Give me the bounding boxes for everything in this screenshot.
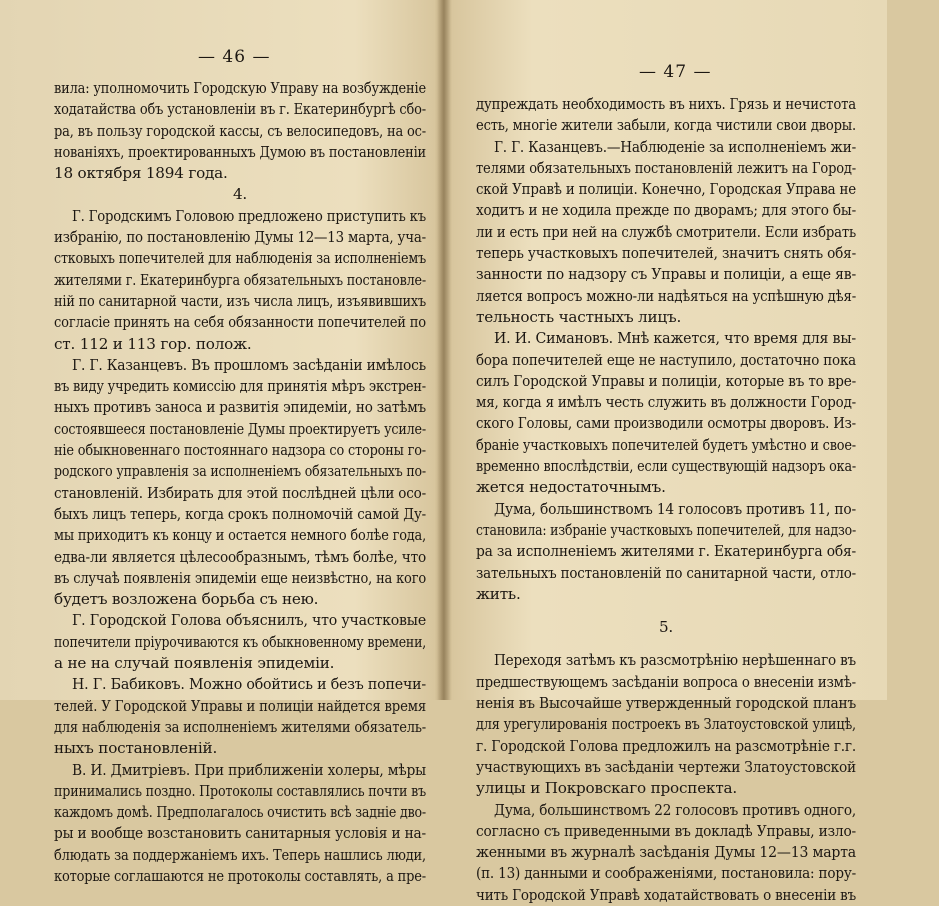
text-line: для наблюденія за исполненіемъ жителями обязатель-	[54, 717, 426, 736]
text-line: участвующихъ въ засѣданіи чертежи Златоустовской	[476, 757, 856, 776]
text-line: Г. Г. Казанцевъ. Въ прошломъ засѣданіи имѣлось	[72, 355, 426, 374]
text-line: ныхъ постановленій.	[54, 739, 218, 758]
text-line: В. И. Дмитріевъ. При приближеніи холеры, мѣры	[72, 760, 426, 779]
section-gap	[476, 605, 856, 617]
text-line: стковыхъ попечителей для наблюденія за исполненіемъ	[54, 249, 426, 268]
text-line: ненія въ Высочайше утвержденный городской планъ	[476, 694, 856, 713]
text-line: ры и вообще возстановить санитарныя условія и на-	[54, 824, 426, 843]
text-line: родского управленія за исполненіемъ обязательныхъ по-	[54, 462, 426, 481]
text-line: ст. 112 и 113 гор. полож.	[54, 334, 252, 353]
text-line: едва-ли является цѣлесообразнымъ, тѣмъ болѣе, что	[54, 547, 426, 566]
text-line: ніе обыкновеннаго постояннаго надзора со стороны го-	[54, 441, 426, 460]
text-line: теперь участковыхъ попечителей, значитъ снять обя-	[476, 244, 856, 263]
text-line: бора попечителей еще не наступило, достаточно пока	[476, 350, 856, 369]
text-line: Г. Городской Голова объяснилъ, что участковые	[72, 611, 426, 630]
text-line: чить Городской Управѣ ходатайствовать о внесеніи въ	[476, 885, 856, 904]
right-page	[444, 0, 887, 904]
text-line: ныхъ противъ заноса и развитія эпидеміи, но затѣмъ	[54, 398, 426, 417]
text-line: блюдать за поддержаніемъ ихъ. Теперь нашлись люди,	[54, 845, 426, 864]
text-line: ского Головы, сами производили осмотры дворовъ. Из-	[476, 414, 856, 433]
text-line: становленій. Избирать для этой послѣдней цѣли осо-	[54, 483, 426, 502]
text-line: временно впослѣдствіи, если существующій надзоръ ока-	[476, 457, 856, 476]
text-line: женными въ журналѣ засѣданія Думы 12—13 марта	[476, 843, 856, 862]
text-line: предшествующемъ засѣданіи вопроса о внесеніи измѣ-	[476, 672, 856, 691]
text-line: дупреждать необходимость въ нихъ. Грязь и нечистота	[476, 95, 856, 113]
text-line: ній по санитарной части, изъ числа лицъ, изъявившихъ	[54, 291, 426, 310]
text-line: тельность частныхъ лицъ.	[476, 307, 682, 326]
text-line: г. Городской Голова предложилъ на разсмотрѣніе г.г.	[476, 736, 856, 755]
text-line: избранію, по постановленію Думы 12—13 марта, уча-	[54, 228, 426, 247]
text-line: браніе участковыхъ попечителей будетъ умѣстно и свое-	[476, 435, 856, 454]
text-line: мя, когда я имѣлъ честь служить въ должности Город-	[476, 393, 856, 412]
text-line: Г. Г. Казанцевъ.—Наблюденіе за исполненіемъ жи-	[494, 137, 856, 156]
section-gap	[476, 638, 856, 650]
section-number: 5.	[658, 618, 674, 637]
text-line: быхъ лицъ теперь, когда срокъ полномочій самой Ду-	[54, 504, 426, 523]
text-line: для урегулированія построекъ въ Златоустовской улицѣ,	[476, 715, 856, 734]
left-page-text	[54, 78, 426, 887]
text-line: ра, въ пользу городской кассы, съ велосипедовъ, на ос-	[54, 121, 426, 140]
text-line: жителями г. Екатеринбурга обязательныхъ постановле-	[54, 270, 426, 289]
text-line: попечители пріурочиваются къ обыкновенному времени,	[54, 632, 426, 651]
text-line: Г. Городскимъ Головою предложено приступить къ	[72, 206, 426, 225]
section-number: 4.	[232, 185, 248, 204]
text-line: ли и есть при ней на службѣ смотрители. Если избрать	[476, 222, 856, 241]
text-line: улицы и Покровскаго проспекта.	[476, 779, 737, 798]
text-line: жить.	[476, 584, 521, 603]
right-page-text	[476, 94, 856, 906]
text-line: становила: избраніе участковыхъ попечителей, для надзо-	[476, 520, 856, 539]
text-line: ходитъ и не ходила прежде по дворамъ; для этого бы-	[476, 201, 856, 220]
text-line: которые соглашаются не протоколы составлять, а пре-	[54, 866, 426, 885]
text-line: (п. 13) данными и соображеніями, постановила: пору-	[476, 864, 856, 883]
text-line: въ случаѣ появленія эпидеміи еще неизвѣстно, на кого	[54, 568, 426, 587]
text-line: ской Управѣ и полиціи. Конечно, Городская Управа не	[476, 180, 856, 199]
text-line: занности по надзору съ Управы и полиціи, а еще яв-	[476, 265, 856, 284]
text-line: Н. Г. Бабиковъ. Можно обойтись и безъ попечи-	[72, 675, 426, 694]
text-line: силъ Городской Управы и полиціи, которые въ то вре-	[476, 371, 856, 390]
text-line: есть, многіе жители забыли, когда чистили свои дворы.	[476, 116, 856, 135]
text-line: а не на случай появленія эпидеміи.	[54, 654, 335, 673]
text-line: И. И. Симановъ. Мнѣ кажется, что время для вы-	[494, 329, 856, 348]
text-line: согласіе принять на себя обязанности попечителей по	[54, 313, 426, 332]
text-line: телей. У Городской Управы и полиціи найдется время	[54, 696, 426, 715]
text-line: Переходя затѣмъ къ разсмотрѣнію нерѣшеннаго въ	[494, 651, 856, 670]
text-line: телями обязательныхъ постановленій лежитъ на Город-	[476, 158, 856, 177]
text-line: ходатайства объ установленіи въ г. Екатеринбургѣ сбо-	[54, 100, 426, 119]
page-number-left: — 46 —	[198, 47, 271, 67]
left-page	[0, 0, 443, 885]
text-line: зательныхъ постановленій по санитарной части, отло-	[476, 563, 856, 582]
text-line: нованіяхъ, проектированныхъ Думою въ постановленіи	[54, 142, 426, 161]
text-line: ляется вопросъ можно-ли надѣяться на успѣшную дѣя-	[476, 286, 856, 305]
text-line: 18 октября 1894 года.	[54, 164, 228, 183]
text-line: принимались поздно. Протоколы составлялись почти въ	[54, 781, 426, 800]
text-line: мы приходитъ къ концу и остается немного болѣе года,	[54, 526, 426, 545]
text-line: будетъ возложена борьба съ нею.	[54, 590, 319, 609]
page-number-right: — 47 —	[639, 62, 712, 82]
text-line: Дума, большинствомъ 14 голосовъ противъ 11, по-	[494, 499, 856, 518]
text-line: Дума, большинствомъ 22 голосовъ противъ одного,	[494, 800, 856, 819]
text-line: жется недостаточнымъ.	[476, 478, 666, 497]
text-line: согласно съ приведенными въ докладѣ Управы, изло-	[476, 821, 856, 840]
text-line: каждомъ домѣ. Предполагалось очистить всѣ заднiе дво-	[54, 803, 426, 822]
text-line: ра за исполненіемъ жителями г. Екатеринбурга обя-	[476, 542, 856, 561]
text-line: состоявшееся постановленіе Думы проектируетъ усиле-	[54, 419, 426, 438]
text-line: въ виду учредить комиссію для принятія мѣръ экстрен-	[54, 377, 426, 396]
text-line: вила: уполномочить Городскую Управу на возбужденіе	[54, 79, 426, 97]
